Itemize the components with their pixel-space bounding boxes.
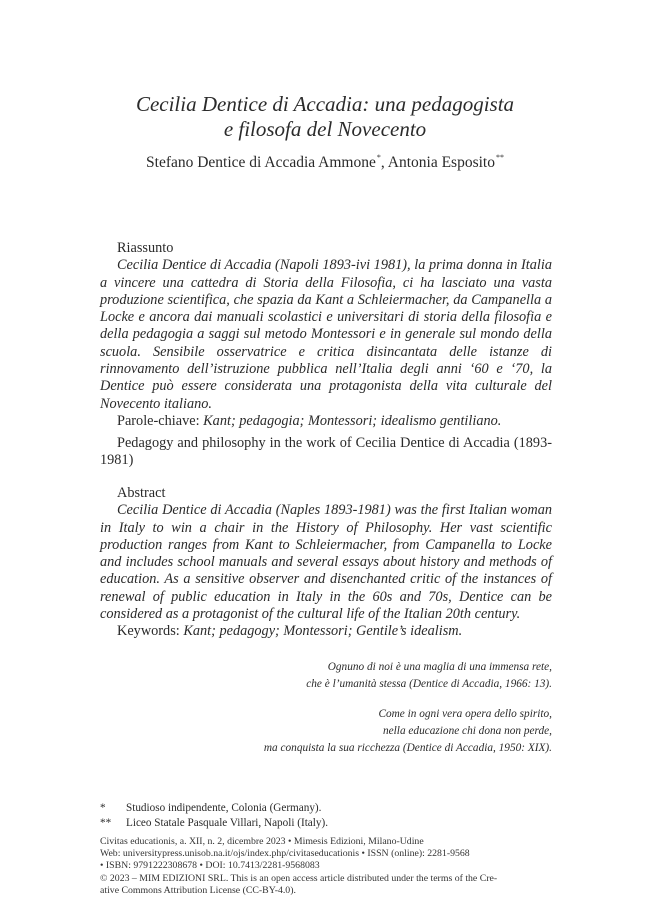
footnote (100, 816, 560, 831)
abstract-heading: Abstract (117, 485, 166, 501)
journal-info (100, 836, 555, 897)
epigraph-line: che è l’umanità stessa (Dentice di Accadia, 1966: 13). (306, 678, 552, 690)
footnotes (100, 801, 560, 831)
riassunto-text: Cecilia Dentice di Accadia (Napoli 1893-ivi 1981), la prima donna in Italia a vincere una cattedra di Storia della Filosofia, ci ha lasciato una vasta produzione scientifica, che spazia da Kant a Schleiermacher, da Campanella a Locke e ancora dai manuali scolastici e universitari di storia della filosofia e della pedagogia a saggi sul metodo Montessori e in generale sul mondo della scuola. Sensibile osservatrice e critica disincantata delle istanze di rinnovamento dell’istruzione pubblica nell’Italia degli anni ‘60 e ‘70, la Dentice può essere considerata una protagonista della vita culturale del Novecento italiano. (100, 257, 552, 412)
author-list (0, 148, 650, 173)
epigraph-line: ma conquista la sua ricchezza (Dentice di Accadia, 1950: XIX). (263, 742, 552, 754)
epigraph-line: Ognuno di noi è una maglia di una immensa rete, (327, 661, 552, 673)
article-title-line-1: Cecilia Dentice di Accadia: una pedagogista (135, 92, 515, 116)
footnote-mark: * (100, 802, 106, 814)
keywords-label: Parole-chiave: (117, 412, 204, 429)
english-title: Pedagogy and philosophy in the work of Cecilia Dentice di Accadia (1893-1981) (100, 435, 552, 469)
author-separator: , (380, 154, 388, 171)
abstract-text: Cecilia Dentice di Accadia (Naples 1893-1981) was the first Italian woman in Italy to win a chair in the History of Philosophy. Her vast scientific production ranges from Kant to Schleiermacher, from Campanella to Locke and includes school manuals and several essays about history and methods of education. As a sensitive observer and disenchanted critic of the instances of renewal of public education in Italy in the 60s and 70s, Dentice can be considered as a protagonist of the cultural life of the Italian 20th century. (100, 502, 552, 623)
english-title-section (100, 435, 552, 470)
epigraph-line: nella educazione chi dona non perde, (383, 725, 552, 737)
keywords-values: Kant; pedagogia; Montessori; idealismo gentiliano. (203, 412, 502, 429)
epigraph-2 (132, 706, 552, 757)
journal-info-line: Web: universitypress.unisob.na.it/ojs/index.php/civitaseducationis • ISSN (online): 2281-9568 (100, 848, 470, 860)
epigraph-1 (132, 659, 552, 693)
journal-info-line: • ISBN: 9791222308678 • DOI: 10.7413/2281-9568083 (100, 860, 320, 872)
riassunto-section (100, 240, 552, 430)
footnote-text: Studioso indipendente, Colonia (Germany). (126, 802, 322, 814)
riassunto-heading: Riassunto (117, 240, 174, 256)
journal-info-line: © 2023 – MIM EDIZIONI SRL. This is an open access article distributed under the terms of the Cre- (100, 872, 498, 884)
footnote-mark: ** (100, 817, 112, 829)
keywords (100, 623, 552, 640)
author-name: Stefano Dentice di Accadia Ammone (146, 154, 376, 171)
article-title (0, 92, 650, 142)
keywords-values: Kant; pedagogy; Montessori; Gentile’s idealism. (183, 623, 463, 640)
epigraph-line: Come in ogni vera opera dello spirito, (378, 708, 552, 720)
footnote-marker: * (376, 153, 381, 162)
parole-chiave (100, 413, 552, 430)
author-name: Antonia Esposito (387, 154, 495, 171)
article-title-line-2: e filosofa del Novecento (223, 117, 427, 141)
abstract-section (100, 485, 552, 641)
footnote-text: Liceo Statale Pasquale Villari, Napoli (Italy). (126, 817, 328, 829)
footnote-marker: ** (495, 153, 504, 162)
journal-info-line: ative Commons Attribution License (CC-BY-4.0). (100, 884, 296, 896)
journal-info-line: Civitas educationis, a. XII, n. 2, dicembre 2023 • Mimesis Edizioni, Milano-Udine (100, 836, 424, 847)
footnote (100, 801, 560, 816)
keywords-label: Keywords: (117, 623, 184, 640)
